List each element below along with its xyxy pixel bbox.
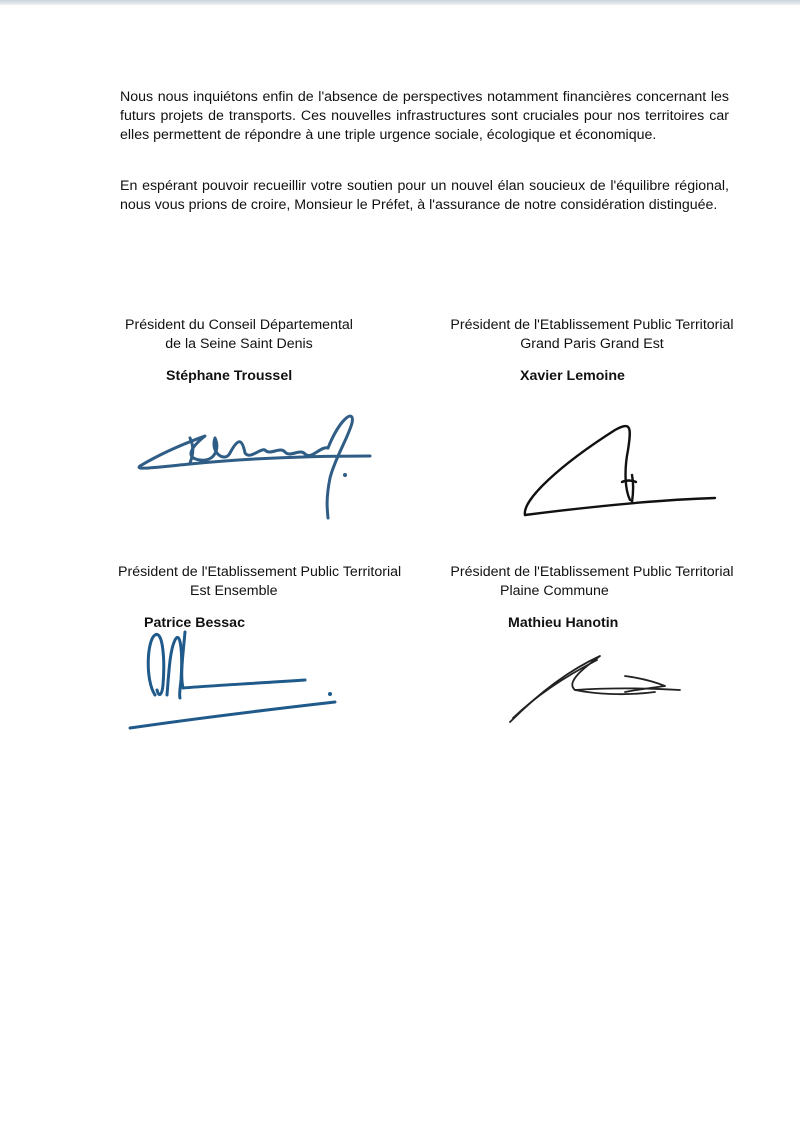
signer-name-lemoine: Xavier Lemoine (520, 368, 625, 384)
signatory-title-line2: de la Seine Saint Denis (165, 336, 313, 352)
signatory-title-hanotin (442, 563, 742, 601)
signatory-title-line1: Président de l'Etablissement Public Territorial (450, 564, 734, 580)
closing-paragraph-transport: Nous nous inquiétons enfin de l'absence de perspectives notamment financières concernant les futurs projets de transports. Ces nouvelles infrastructures sont cruciales pour nos territoires car elles permettent de répondre à une triple urgence sociale, écologique et économique. (120, 89, 729, 143)
page-top-edge (0, 0, 800, 5)
closing-paragraph-salutation: En espérant pouvoir recueillir votre soutien pour un nouvel élan soucieux de l'équilibre régional, nous vous prions de croire, Monsieur le Préfet, à l'assurance de notre considération distinguée. (120, 178, 729, 213)
signer-name-troussel: Stéphane Troussel (166, 368, 293, 384)
signatory-title-line1: Président de l'Etablissement Public Territorial (118, 564, 402, 580)
signatory-title-troussel (89, 316, 389, 354)
signatory-title-line2: Est Ensemble (190, 583, 278, 599)
signature-hanotin (505, 652, 685, 727)
signer-name-hanotin: Mathieu Hanotin (508, 615, 619, 631)
signer-name-bessac: Patrice Bessac (144, 615, 245, 631)
signatory-title-bessac (118, 563, 418, 601)
signatory-title-line1: Président de l'Etablissement Public Territorial (450, 317, 734, 333)
signature-troussel (130, 408, 380, 523)
signatory-title-lemoine (442, 316, 742, 354)
signatory-title-line2: Grand Paris Grand Est (520, 336, 664, 352)
signature-lemoine (520, 420, 720, 520)
signatory-title-line2: Plaine Commune (500, 583, 609, 599)
signatory-title-line1: Président du Conseil Départemental (125, 317, 353, 333)
signature-bessac (125, 620, 345, 735)
